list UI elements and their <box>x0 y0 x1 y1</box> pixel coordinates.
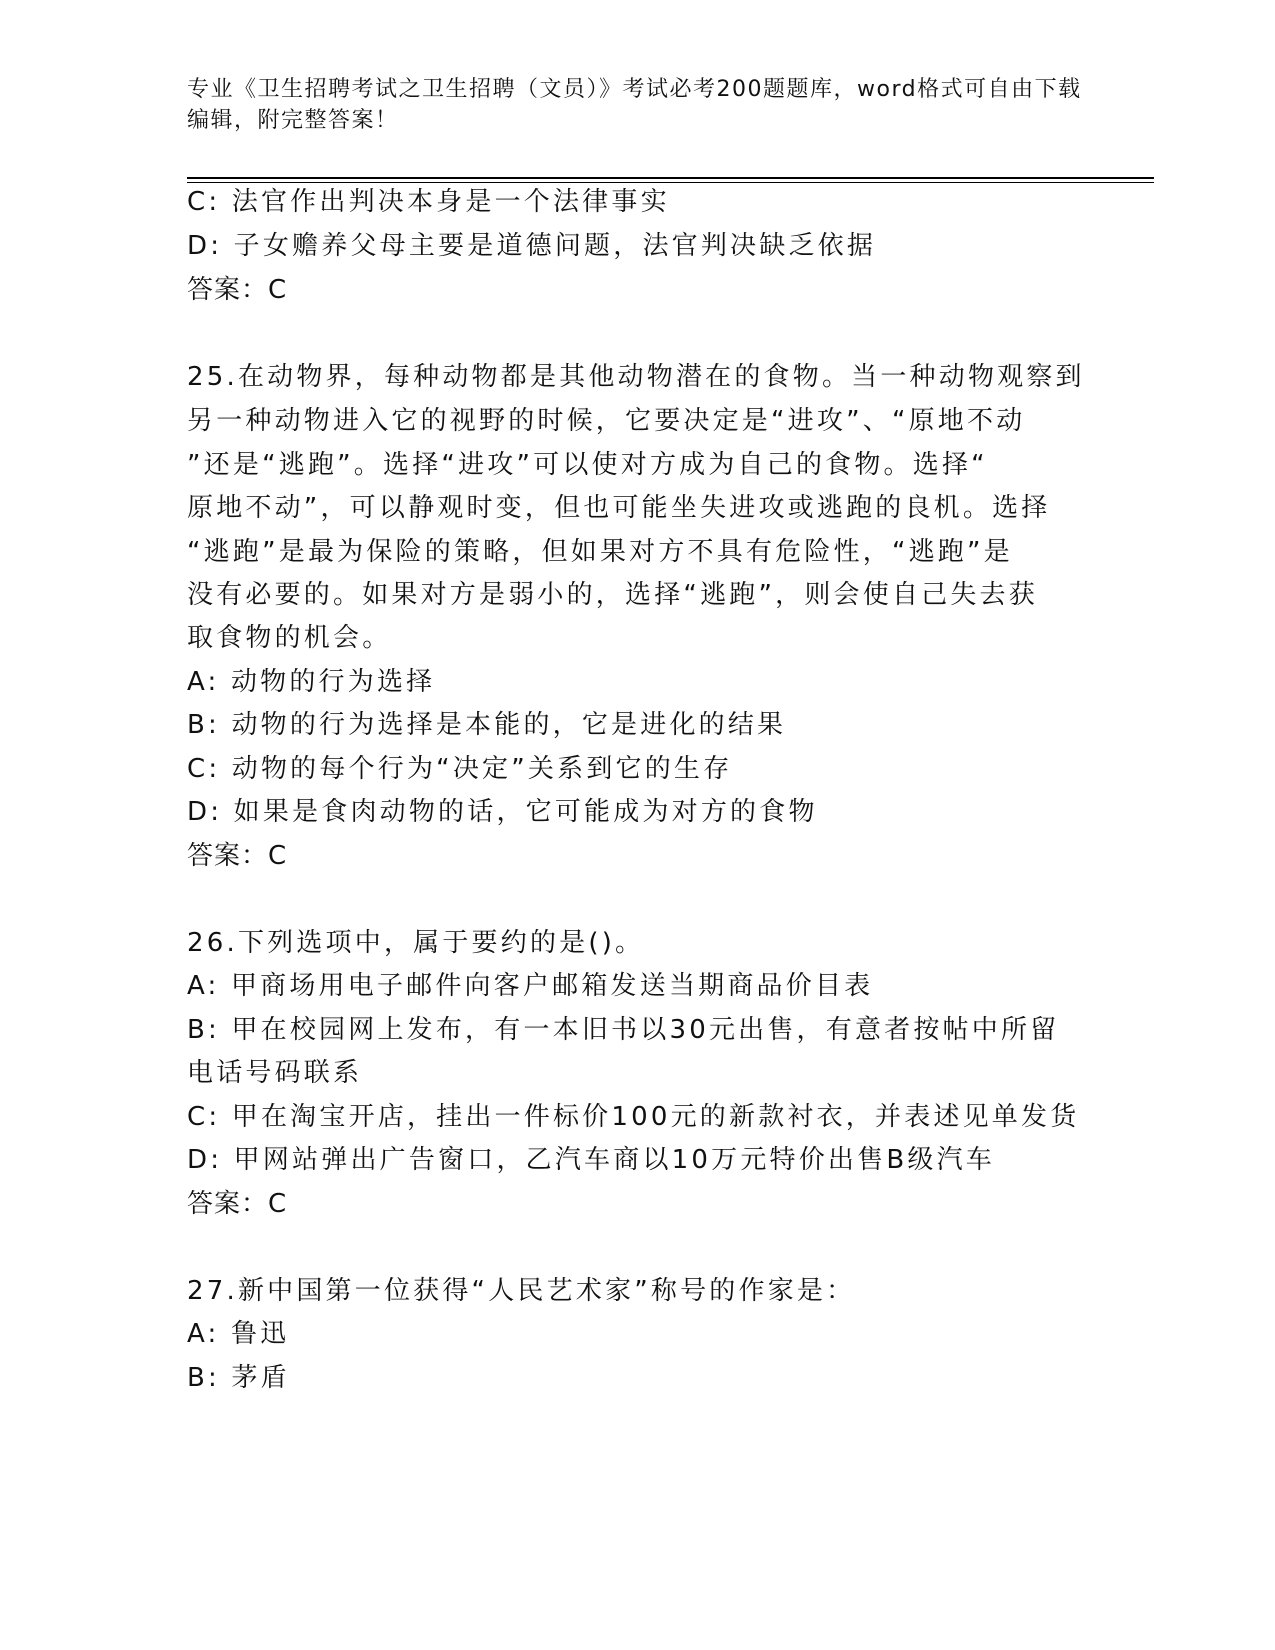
q25-stem-line-5: “逃跑”是最为保险的策略，但如果对方不具有危险性，“逃跑”是 <box>187 537 1013 567</box>
q25-stem-line-4: 原地不动”，可以静观时变，但也可能坐失进攻或逃跑的良机。选择 <box>187 493 1051 523</box>
page-header: 专业《卫生招聘考试之卫生招聘（文员）》考试必考200题题库，word格式可自由下载编辑，附完整答案！ <box>187 77 1082 133</box>
q24-option-d: D: 子女赡养父母主要是道德问题，法官判决缺乏依据 <box>187 231 877 261</box>
q26-answer: 答案：C <box>187 1189 288 1219</box>
q26-stem: 26.下列选项中，属于要约的是()。 <box>187 928 645 958</box>
q27-option-a: A: 鲁迅 <box>187 1319 290 1349</box>
q25-option-b: B: 动物的行为选择是本能的，它是进化的结果 <box>187 710 787 740</box>
q27-stem: 27.新中国第一位获得“人民艺术家”称号的作家是： <box>187 1276 856 1306</box>
q27-option-b: B: 茅盾 <box>187 1363 290 1393</box>
q26-option-b-line-2: 电话号码联系 <box>187 1058 363 1088</box>
q26-option-c: C: 甲在淘宝开店，挂出一件标价100元的新款衬衣，并表述见单发货 <box>187 1102 1080 1132</box>
q25-stem-line-3: ”还是“逃跑”。选择“进攻”可以使对方成为自己的食物。选择“ <box>187 450 988 480</box>
q25-option-d: D: 如果是食肉动物的话，它可能成为对方的食物 <box>187 797 818 827</box>
q26-option-a: A: 甲商场用电子邮件向客户邮箱发送当期商品价目表 <box>187 971 874 1001</box>
q25-option-c: C: 动物的每个行为“决定”关系到它的生存 <box>187 754 733 784</box>
q25-stem-line-7: 取食物的机会。 <box>187 623 392 653</box>
q25-option-a: A: 动物的行为选择 <box>187 667 436 697</box>
q24-option-c: C: 法官作出判决本身是一个法律事实 <box>187 187 670 217</box>
q26-option-d: D: 甲网站弹出广告窗口，乙汽车商以10万元特价出售B级汽车 <box>187 1145 995 1175</box>
q25-answer: 答案：C <box>187 841 288 871</box>
q25-stem-line-6: 没有必要的。如果对方是弱小的，选择“逃跑”，则会使自己失去获 <box>187 580 1038 610</box>
q25-stem-line-2: 另一种动物进入它的视野的时候，它要决定是“进攻”、“原地不动 <box>187 406 1026 436</box>
q24-answer: 答案：C <box>187 275 288 305</box>
q26-option-b-line-1: B: 甲在校园网上发布，有一本旧书以30元出售，有意者按帖中所留 <box>187 1015 1060 1045</box>
q25-stem-line-1: 25.在动物界，每种动物都是其他动物潜在的食物。当一种动物观察到 <box>187 362 1085 392</box>
